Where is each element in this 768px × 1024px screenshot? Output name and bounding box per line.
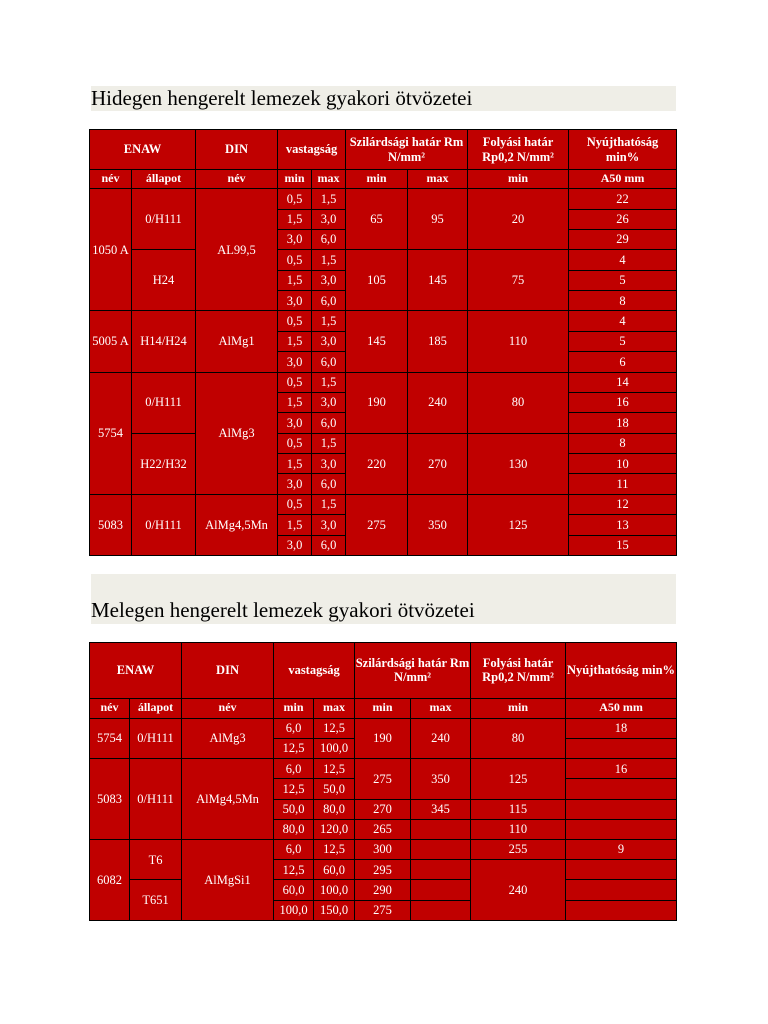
thickness-max-cell: 1,5: [312, 372, 346, 392]
rm-min-cell: 290: [355, 880, 411, 900]
thickness-min-cell: 6,0: [274, 759, 314, 779]
rp-min-cell: 75: [468, 250, 569, 311]
allapot-cell: T651: [130, 880, 182, 921]
subheader-a50: A50 mm: [569, 170, 677, 189]
din-cell: AL99,5: [196, 189, 278, 311]
a50-cell: 12: [569, 494, 677, 514]
a50-cell: 8: [569, 433, 677, 453]
thickness-min-cell: 6,0: [274, 840, 314, 860]
a50-cell-empty: [566, 819, 677, 839]
thickness-max-cell: 1,5: [312, 189, 346, 209]
a50-cell-empty: [566, 779, 677, 799]
allapot-cell: 0/H111: [132, 494, 196, 555]
table-row: [90, 759, 677, 779]
thickness-max-cell: 1,5: [312, 494, 346, 514]
thickness-min-cell: 100,0: [274, 900, 314, 920]
din-cell: AlMgSi1: [182, 840, 274, 921]
a50-cell: 16: [566, 759, 677, 779]
rp-min-cell: 115: [471, 799, 566, 819]
rm-min-cell: 190: [355, 718, 411, 758]
rm-max-cell-empty: [411, 900, 471, 920]
hot-subheader-row: [90, 698, 677, 718]
subheader-min: min: [274, 698, 314, 718]
enaw-cell: 5083: [90, 759, 130, 840]
header-folyasi: Folyási határ Rp0,2 N/mm²: [471, 643, 566, 699]
thickness-max-cell: 120,0: [314, 819, 355, 839]
thickness-min-cell: 3,0: [278, 229, 312, 249]
subheader-rp-min: min: [468, 170, 569, 189]
rp-min-cell: 80: [468, 372, 569, 433]
cold-rolled-table: [89, 129, 677, 556]
rm-max-cell: 350: [411, 759, 471, 799]
subheader-max: max: [312, 170, 346, 189]
thickness-min-cell: 12,5: [274, 739, 314, 759]
thickness-max-cell: 12,5: [314, 759, 355, 779]
subheader-allapot: állapot: [130, 698, 182, 718]
header-enaw: ENAW: [90, 130, 196, 170]
thickness-min-cell: 1,5: [278, 392, 312, 412]
thickness-min-cell: 1,5: [278, 270, 312, 290]
thickness-min-cell: 3,0: [278, 535, 312, 555]
thickness-max-cell: 80,0: [314, 799, 355, 819]
thickness-max-cell: 6,0: [312, 352, 346, 372]
a50-cell-empty: [566, 799, 677, 819]
subheader-a50: A50 mm: [566, 698, 677, 718]
din-cell: AlMg3: [182, 718, 274, 758]
header-din: DIN: [196, 130, 278, 170]
enaw-cell: 5083: [90, 494, 132, 555]
thickness-min-cell: 3,0: [278, 291, 312, 311]
rm-min-cell: 275: [355, 759, 411, 799]
table-row: [90, 840, 677, 860]
subheader-rm-min: min: [346, 170, 408, 189]
a50-cell: 16: [569, 392, 677, 412]
thickness-max-cell: 3,0: [312, 270, 346, 290]
thickness-min-cell: 1,5: [278, 515, 312, 535]
rm-min-cell: 300: [355, 840, 411, 860]
a50-cell-empty: [566, 739, 677, 759]
allapot-cell: H14/H24: [132, 311, 196, 372]
a50-cell: 8: [569, 291, 677, 311]
subheader-min: min: [278, 170, 312, 189]
rm-max-cell: 345: [411, 799, 471, 819]
rp-min-cell: 110: [468, 311, 569, 372]
table-row: [90, 494, 677, 514]
thickness-min-cell: 0,5: [278, 311, 312, 331]
header-vastagsag: vastagság: [274, 643, 355, 699]
table-row: [90, 250, 677, 270]
a50-cell-empty: [566, 880, 677, 900]
hot-header-row: [90, 643, 677, 699]
a50-cell: 22: [569, 189, 677, 209]
rm-min-cell: 220: [346, 433, 408, 494]
thickness-max-cell: 50,0: [314, 779, 355, 799]
rm-min-cell: 295: [355, 860, 411, 880]
enaw-cell: 6082: [90, 840, 130, 921]
allapot-cell: 0/H111: [132, 372, 196, 433]
thickness-max-cell: 6,0: [312, 535, 346, 555]
allapot-cell: T6: [130, 840, 182, 880]
thickness-min-cell: 0,5: [278, 494, 312, 514]
rm-max-cell: 240: [411, 718, 471, 758]
allapot-cell: 0/H111: [130, 759, 182, 840]
rp-min-cell: 240: [471, 860, 566, 921]
a50-cell-empty: [566, 900, 677, 920]
thickness-max-cell: 6,0: [312, 474, 346, 494]
subheader-rm-min: min: [355, 698, 411, 718]
a50-cell: 4: [569, 250, 677, 270]
table-row: [90, 372, 677, 392]
hot-rolled-table: [89, 642, 677, 921]
rm-min-cell: 190: [346, 372, 408, 433]
thickness-max-cell: 60,0: [314, 860, 355, 880]
rm-max-cell: 95: [408, 189, 468, 250]
header-enaw: ENAW: [90, 643, 182, 699]
a50-cell: 18: [566, 718, 677, 738]
subheader-rm-max: max: [408, 170, 468, 189]
rm-min-cell: 265: [355, 819, 411, 839]
din-cell: AlMg1: [196, 311, 278, 372]
rm-max-cell-empty: [411, 880, 471, 900]
table-row: [90, 718, 677, 738]
thickness-min-cell: 1,5: [278, 209, 312, 229]
rm-min-cell: 145: [346, 311, 408, 372]
rm-max-cell: 185: [408, 311, 468, 372]
thickness-max-cell: 150,0: [314, 900, 355, 920]
header-szilardsagi: Szilárdsági határ Rm N/mm²: [346, 130, 468, 170]
din-cell: AlMg3: [196, 372, 278, 494]
table-row: [90, 311, 677, 331]
rp-min-cell: 125: [468, 494, 569, 555]
thickness-min-cell: 0,5: [278, 250, 312, 270]
a50-cell: 13: [569, 515, 677, 535]
rp-min-cell: 130: [468, 433, 569, 494]
thickness-min-cell: 12,5: [274, 860, 314, 880]
table-row: [90, 433, 677, 453]
a50-cell: 15: [569, 535, 677, 555]
thickness-min-cell: 3,0: [278, 352, 312, 372]
rm-max-cell-empty: [411, 819, 471, 839]
subheader-allapot: állapot: [132, 170, 196, 189]
thickness-min-cell: 3,0: [278, 413, 312, 433]
rm-max-cell: 240: [408, 372, 468, 433]
subheader-max: max: [314, 698, 355, 718]
enaw-cell: 5754: [90, 718, 130, 758]
thickness-max-cell: 3,0: [312, 454, 346, 474]
rm-min-cell: 270: [355, 799, 411, 819]
enaw-cell: 5754: [90, 372, 132, 494]
subheader-nev: név: [90, 698, 130, 718]
rm-min-cell: 275: [346, 494, 408, 555]
table-row: [90, 880, 677, 900]
rp-min-cell: 125: [471, 759, 566, 799]
thickness-max-cell: 1,5: [312, 311, 346, 331]
header-nyujthatosag: Nyújthatóság min%: [569, 130, 677, 170]
a50-cell: 26: [569, 209, 677, 229]
hot-section-title: Melegen hengerelt lemezek gyakori ötvözetei: [91, 598, 475, 622]
rm-max-cell-empty: [411, 840, 471, 860]
thickness-min-cell: 0,5: [278, 372, 312, 392]
thickness-max-cell: 1,5: [312, 250, 346, 270]
a50-cell: 18: [569, 413, 677, 433]
thickness-max-cell: 6,0: [312, 229, 346, 249]
subheader-rm-max: max: [411, 698, 471, 718]
subheader-din-nev: név: [182, 698, 274, 718]
rm-max-cell-empty: [411, 860, 471, 880]
header-vastagsag: vastagság: [278, 130, 346, 170]
cold-subheader-row: [90, 170, 677, 189]
thickness-min-cell: 0,5: [278, 189, 312, 209]
a50-cell: 5: [569, 331, 677, 351]
header-szilardsagi: Szilárdsági határ Rm N/mm²: [355, 643, 471, 699]
thickness-min-cell: 3,0: [278, 474, 312, 494]
thickness-min-cell: 0,5: [278, 433, 312, 453]
thickness-min-cell: 60,0: [274, 880, 314, 900]
rm-min-cell: 105: [346, 250, 408, 311]
allapot-cell: H24: [132, 250, 196, 311]
thickness-max-cell: 3,0: [312, 392, 346, 412]
a50-cell: 14: [569, 372, 677, 392]
header-nyujthatosag: Nyújthatóság min%: [566, 643, 677, 699]
a50-cell: 11: [569, 474, 677, 494]
din-cell: AlMg4,5Mn: [196, 494, 278, 555]
thickness-max-cell: 3,0: [312, 515, 346, 535]
a50-cell: 10: [569, 454, 677, 474]
table-row: [90, 189, 677, 209]
cold-header-row: [90, 130, 677, 170]
thickness-max-cell: 3,0: [312, 209, 346, 229]
header-din: DIN: [182, 643, 274, 699]
enaw-cell: 5005 A: [90, 311, 132, 372]
a50-cell: 6: [569, 352, 677, 372]
header-folyasi: Folyási határ Rp0,2 N/mm²: [468, 130, 569, 170]
thickness-min-cell: 6,0: [274, 718, 314, 738]
thickness-min-cell: 50,0: [274, 799, 314, 819]
thickness-max-cell: 6,0: [312, 413, 346, 433]
a50-cell-empty: [566, 860, 677, 880]
a50-cell: 5: [569, 270, 677, 290]
thickness-max-cell: 1,5: [312, 433, 346, 453]
rp-min-cell: 80: [471, 718, 566, 758]
thickness-min-cell: 1,5: [278, 331, 312, 351]
thickness-min-cell: 80,0: [274, 819, 314, 839]
rm-min-cell: 275: [355, 900, 411, 920]
rm-max-cell: 270: [408, 433, 468, 494]
rp-min-cell: 110: [471, 819, 566, 839]
rm-min-cell: 65: [346, 189, 408, 250]
rm-max-cell: 145: [408, 250, 468, 311]
a50-cell: 9: [566, 840, 677, 860]
cold-section-title: Hidegen hengerelt lemezek gyakori ötvözetei: [91, 86, 473, 110]
thickness-min-cell: 12,5: [274, 779, 314, 799]
a50-cell: 4: [569, 311, 677, 331]
rm-max-cell: 350: [408, 494, 468, 555]
allapot-cell: H22/H32: [132, 433, 196, 494]
thickness-max-cell: 6,0: [312, 291, 346, 311]
subheader-nev: név: [90, 170, 132, 189]
subheader-din-nev: név: [196, 170, 278, 189]
thickness-max-cell: 12,5: [314, 840, 355, 860]
thickness-max-cell: 3,0: [312, 331, 346, 351]
subheader-rp-min: min: [471, 698, 566, 718]
rp-min-cell: 20: [468, 189, 569, 250]
rp-min-cell: 255: [471, 840, 566, 860]
allapot-cell: 0/H111: [132, 189, 196, 250]
a50-cell: 29: [569, 229, 677, 249]
din-cell: AlMg4,5Mn: [182, 759, 274, 840]
thickness-max-cell: 12,5: [314, 718, 355, 738]
thickness-max-cell: 100,0: [314, 739, 355, 759]
thickness-max-cell: 100,0: [314, 880, 355, 900]
thickness-min-cell: 1,5: [278, 454, 312, 474]
enaw-cell: 1050 A: [90, 189, 132, 311]
allapot-cell: 0/H111: [130, 718, 182, 758]
